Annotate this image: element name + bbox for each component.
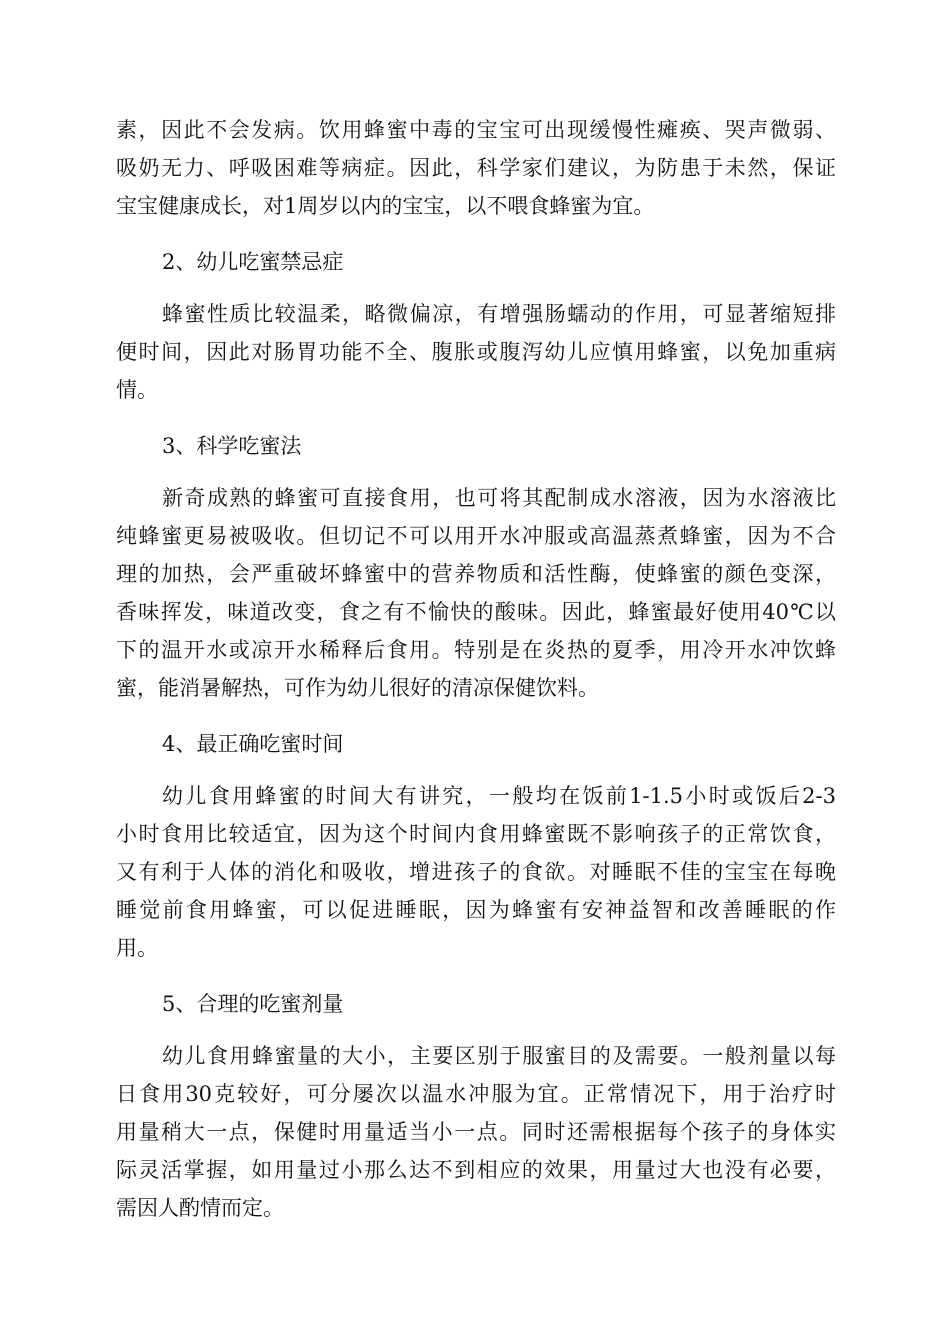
text-line: 又有利于人体的消化和吸收，增进孩子的食欲。对睡眠不佳的宝宝在每晚 bbox=[116, 860, 836, 884]
text-line: 理的加热，会严重破坏蜂蜜中的营养物质和活性酶，使蜂蜜的颜色变深， bbox=[116, 562, 836, 586]
text-line: 宝宝健康成长，对1周岁以内的宝宝，以不喂食蜂蜜为宜。 bbox=[116, 194, 655, 218]
section-heading: 5、合理的吃蜜剂量 bbox=[162, 992, 344, 1016]
text-line: 便时间，因此对肠胃功能不全、腹胀或腹泻幼儿应慎用蜂蜜，以免加重病 bbox=[116, 340, 836, 364]
text-line: 需因人酌情而定。 bbox=[116, 1196, 284, 1220]
text-line: 下的温开水或凉开水稀释后食用。特别是在炎热的夏季，用冷开水冲饮蜂 bbox=[116, 638, 836, 662]
text-line: 日食用30克较好，可分屡次以温水冲服为宜。正常情况下，用于治疗时 bbox=[116, 1082, 836, 1106]
text-line: 用。 bbox=[116, 936, 158, 960]
text-line: 香味挥发，味道改变，食之有不愉快的酸味。因此，蜂蜜最好使用40℃以 bbox=[116, 600, 836, 624]
text-line: 蜂蜜性质比较温柔，略微偏凉，有增强肠蠕动的作用，可显著缩短排 bbox=[162, 302, 836, 326]
text-line: 小时食用比较适宜，因为这个时间内食用蜂蜜既不影响孩子的正常饮食， bbox=[116, 822, 836, 846]
text-line: 新奇成熟的蜂蜜可直接食用，也可将其配制成水溶液，因为水溶液比 bbox=[162, 486, 836, 510]
text-line: 吸奶无力、呼吸困难等病症。因此，科学家们建议，为防患于未然，保证 bbox=[116, 156, 836, 180]
text-line: 纯蜂蜜更易被吸收。但切记不可以用开水冲服或高温蒸煮蜂蜜，因为不合 bbox=[116, 524, 836, 548]
text-line: 幼儿食用蜂蜜的时间大有讲究，一般均在饭前1-1.5小时或饭后2-3 bbox=[162, 784, 836, 808]
section-heading: 2、幼儿吃蜜禁忌症 bbox=[162, 250, 344, 274]
text-line: 幼儿食用蜂蜜量的大小，主要区别于服蜜目的及需要。一般剂量以每 bbox=[162, 1044, 836, 1068]
text-line: 用量稍大一点，保健时用量适当小一点。同时还需根据每个孩子的身体实 bbox=[116, 1120, 836, 1144]
text-line: 睡觉前食用蜂蜜，可以促进睡眠，因为蜂蜜有安神益智和改善睡眠的作 bbox=[116, 898, 836, 922]
text-line: 际灵活掌握，如用量过小那么达不到相应的效果，用量过大也没有必要， bbox=[116, 1158, 836, 1182]
text-line: 素，因此不会发病。饮用蜂蜜中毒的宝宝可出现缓慢性瘫痪、哭声微弱、 bbox=[116, 118, 836, 142]
text-line: 蜜，能消暑解热，可作为幼儿很好的清凉保健饮料。 bbox=[116, 676, 599, 700]
section-heading: 4、最正确吃蜜时间 bbox=[162, 732, 344, 756]
section-heading: 3、科学吃蜜法 bbox=[162, 434, 302, 458]
text-line: 情。 bbox=[116, 378, 158, 402]
